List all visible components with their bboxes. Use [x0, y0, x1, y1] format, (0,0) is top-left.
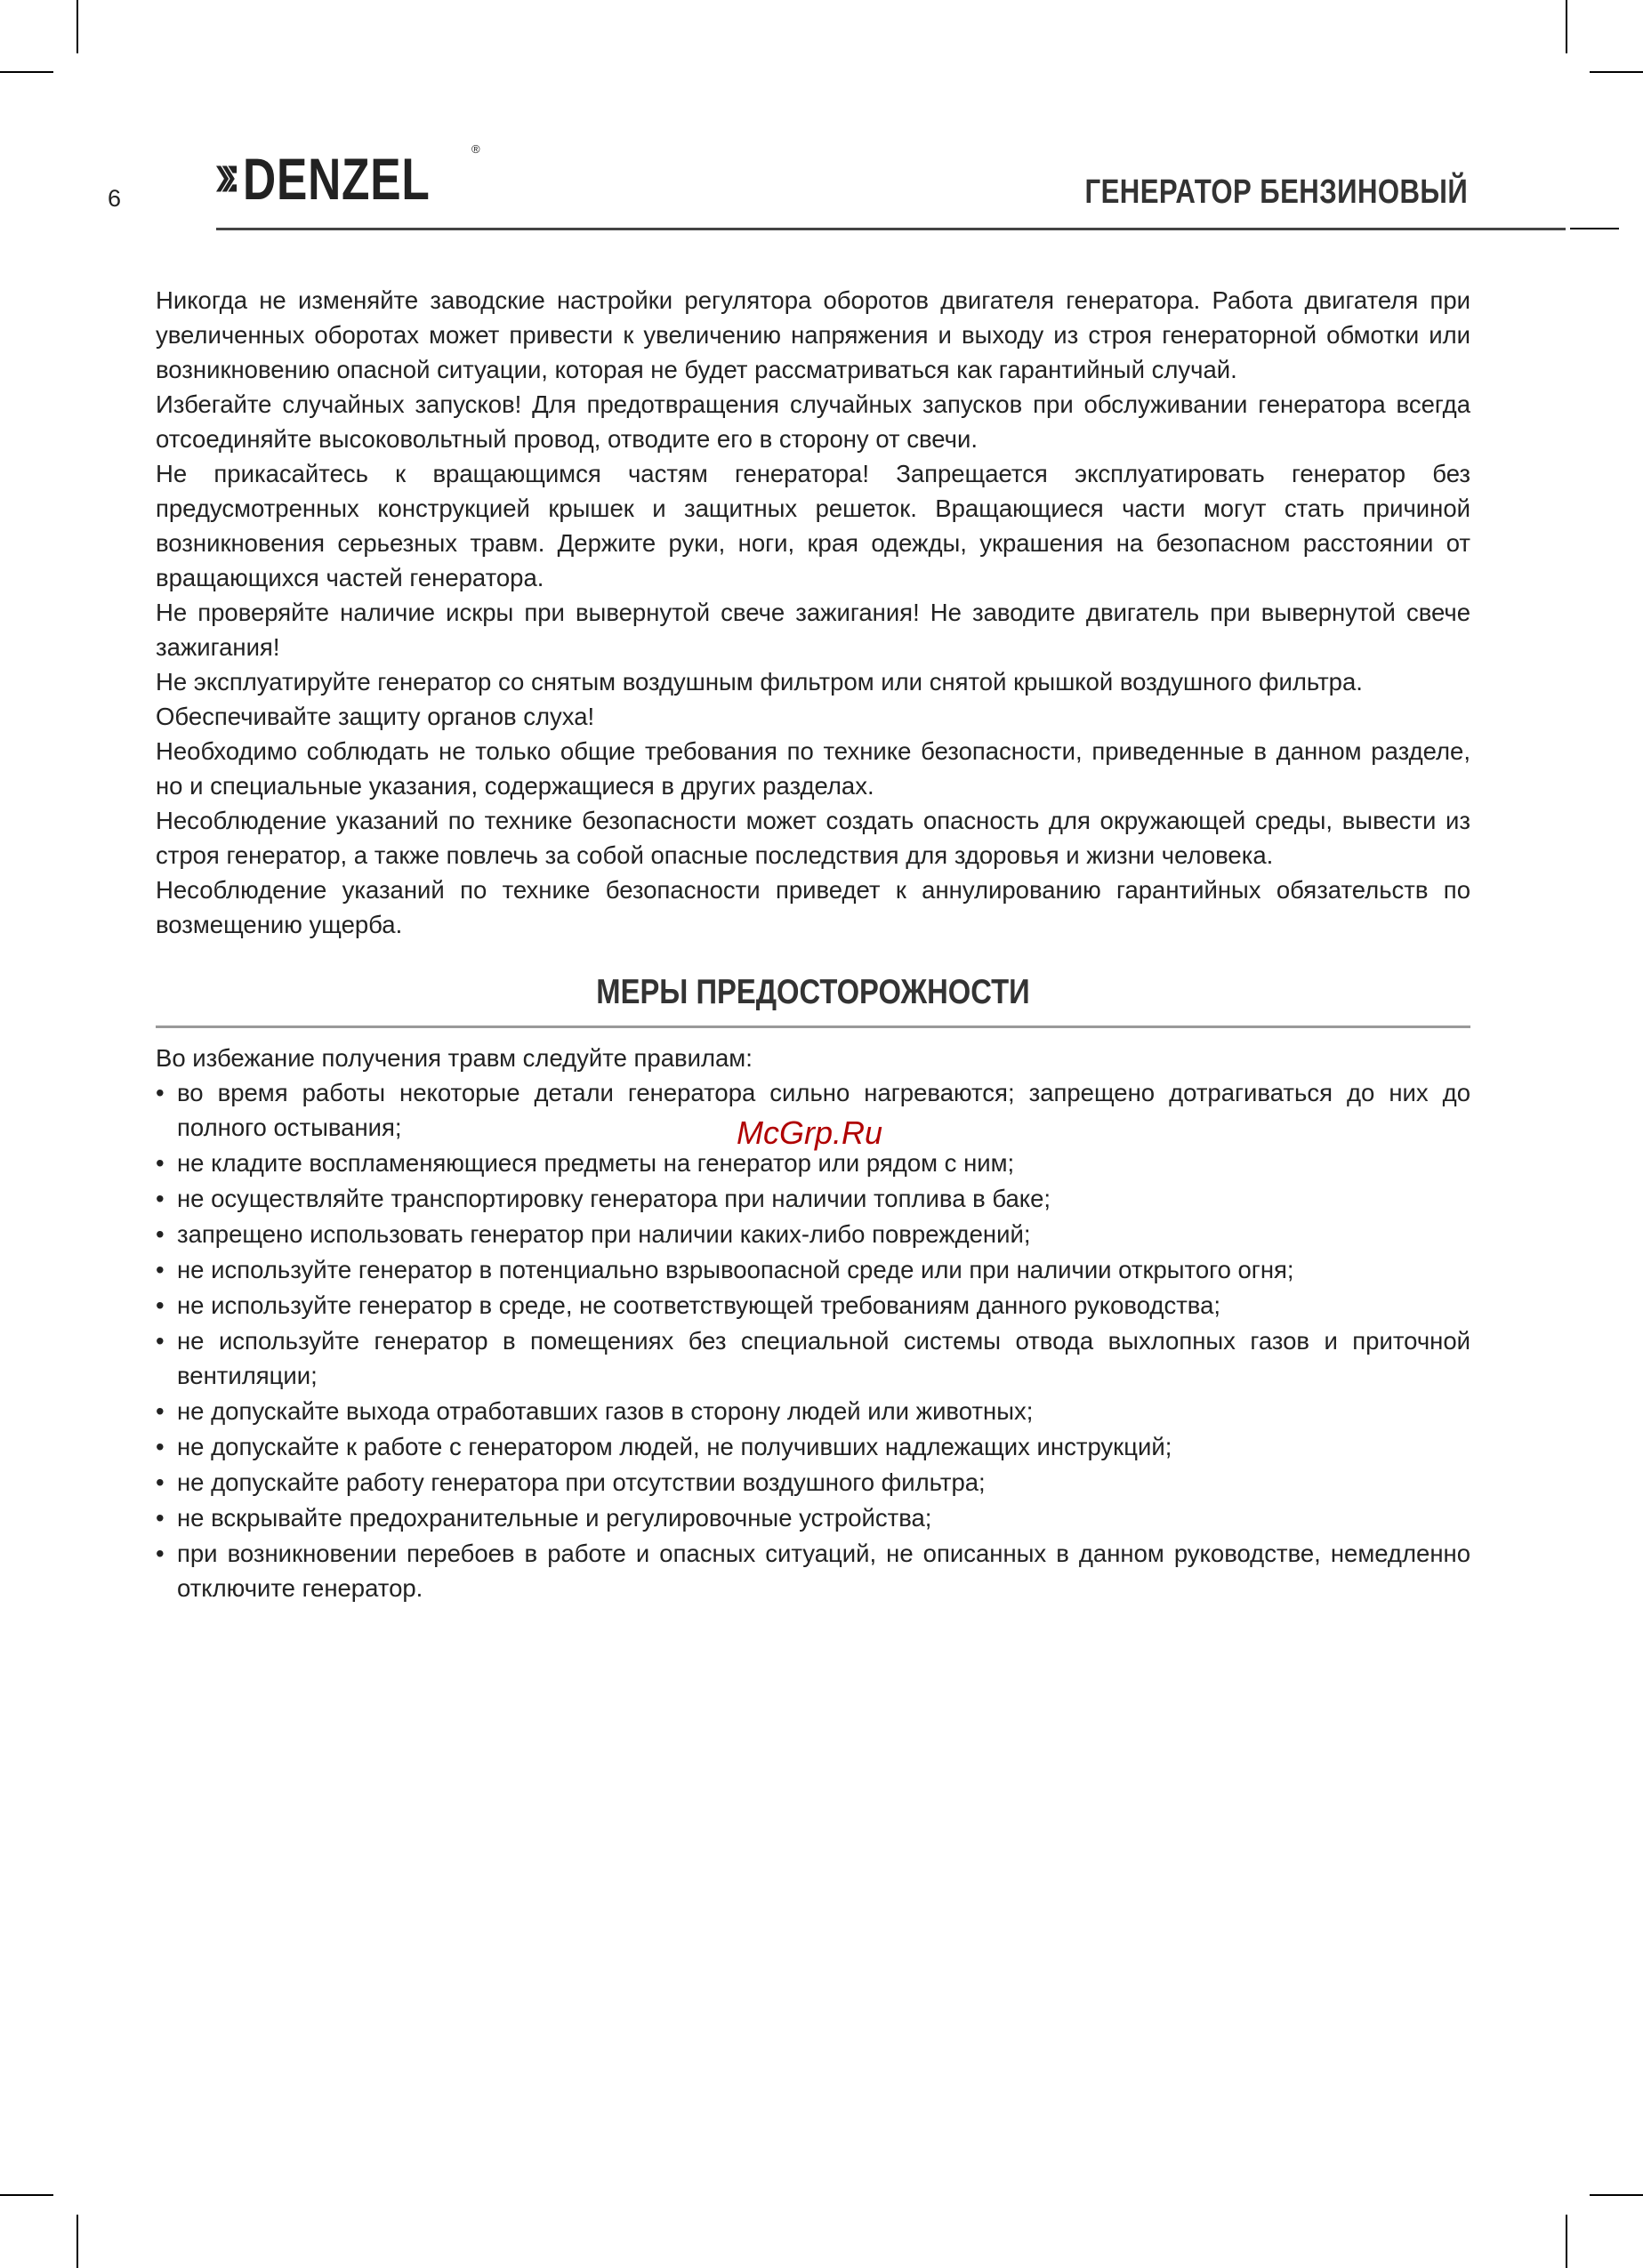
watermark: McGrp.Ru: [737, 1114, 883, 1151]
section-divider: [156, 1025, 1470, 1028]
paragraph: Не проверяйте наличие искры при вывернутой свече зажигания! Не заводите двигатель при вывернутой свече зажигания!: [156, 599, 1470, 661]
list-item: [156, 1288, 1470, 1323]
list-item-text: не используйте генератор в потенциально взрывоопасной среде или при наличии открытого огня;: [177, 1256, 1294, 1283]
list-item: [156, 1217, 1470, 1251]
list-item-text: не осуществляйте транспортировку генератора при наличии топлива в баке;: [177, 1185, 1051, 1212]
crop-mark: [0, 71, 53, 73]
bullet: •: [156, 1291, 165, 1319]
bullet: •: [156, 1540, 165, 1567]
bullet: •: [156, 1149, 165, 1177]
paragraph: Избегайте случайных запусков! Для предотвращения случайных запусков при обслуживании генератора всегда отсоединяйте высоковольтный провод, отводите его в сторону от свечи.: [156, 390, 1470, 453]
paragraph: Несоблюдение указаний по технике безопасности может создать опасность для окружающей среды, вывести из строя генератор, а также повлечь за собой опасные последствия для здоровья и жизни человека.: [156, 807, 1470, 869]
list-item: [156, 1536, 1470, 1605]
document-title: ГЕНЕРАТОР БЕНЗИНОВЫЙ: [1084, 173, 1468, 211]
list-item: [156, 1500, 1470, 1535]
list-item: [156, 1252, 1470, 1287]
list-item-text: запрещено использовать генератор при наличии каких-либо повреждений;: [177, 1220, 1031, 1248]
crop-mark: [0, 2194, 53, 2196]
crop-mark: [1566, 2215, 1567, 2268]
paragraph: Обеспечивайте защиту органов слуха!: [156, 703, 595, 730]
brand-name: DENZEL: [243, 146, 431, 212]
list-item-text: не допускайте работу генератора при отсутствии воздушного фильтра;: [177, 1468, 986, 1496]
page-number: 6: [108, 185, 122, 212]
list-item-text: не допускайте к работе с генератором людей, не получивших надлежащих инструкций;: [177, 1433, 1172, 1460]
paragraph: Никогда не изменяйте заводские настройки регулятора оборотов двигателя генератора. Работа двигателя при увеличенных оборотах может привести к увеличению напряжения и выходу из строя генераторной обмотки или возникновению опасной ситуации, которая не будет рассматриваться как гарантийный случай.: [156, 286, 1470, 383]
crop-mark: [1570, 228, 1619, 229]
bullet: •: [156, 1504, 165, 1532]
bullet: •: [156, 1185, 165, 1212]
list-item: [156, 1429, 1470, 1464]
crop-mark: [1566, 0, 1567, 53]
crop-mark: [1590, 2194, 1643, 2196]
list-item-text: не вскрывайте предохранительные и регулировочные устройства;: [177, 1504, 932, 1532]
brand-logo: [216, 142, 483, 215]
bullet: •: [156, 1468, 165, 1496]
list-item: [156, 1323, 1470, 1393]
crop-mark: [1590, 71, 1643, 73]
main-content: [156, 283, 1470, 1606]
list-item-text: во время работы некоторые детали генератора сильно нагреваются; запрещено дотрагиваться до них до полного остывания;: [177, 1079, 1470, 1141]
bullet: •: [156, 1433, 165, 1460]
registered-mark: ®: [471, 142, 480, 156]
bullet: •: [156, 1256, 165, 1283]
paragraph: Не прикасайтесь к вращающимся частям генератора! Запрещается эксплуатировать генератор без предусмотренных конструкцией крышек и защитных решеток. Вращающиеся части могут стать причиной возникновения серьезных травм. Держите руки, ноги, края одежды, украшения на безопасном расстоянии от вращающихся частей генератора.: [156, 460, 1470, 591]
crop-mark: [77, 0, 78, 53]
bullet: •: [156, 1079, 165, 1106]
list-item-text: не используйте генератор в среде, не соответствующей требованиям данного руководства;: [177, 1291, 1221, 1319]
brand-emblem-icon: [216, 144, 239, 213]
bullet: •: [156, 1327, 165, 1355]
precautions-list: [156, 1075, 1470, 1605]
list-item-text: не допускайте выхода отработавших газов в сторону людей или животных;: [177, 1397, 1034, 1425]
list-item-text: не кладите воспламеняющиеся предметы на генератор или рядом с ним;: [177, 1149, 1015, 1177]
header-divider: [216, 228, 1566, 230]
list-item-text: не используйте генератор в помещениях без специальной системы отвода выхлопных газов и приточной вентиляции;: [177, 1327, 1470, 1389]
list-item: [156, 1394, 1470, 1428]
section-title: МЕРЫ ПРЕДОСТОРОЖНОСТИ: [596, 973, 1030, 1011]
section-intro: Во избежание получения травм следуйте правилам:: [156, 1044, 753, 1072]
paragraph: Не эксплуатируйте генератор со снятым воздушным фильтром или снятой крышкой воздушного фильтра.: [156, 668, 1363, 696]
crop-mark: [77, 2215, 78, 2268]
paragraph: Необходимо соблюдать не только общие требования по технике безопасности, приведенные в данном разделе, но и специальные указания, содержащиеся в других разделах.: [156, 737, 1470, 800]
list-item: [156, 1465, 1470, 1500]
list-item: [156, 1181, 1470, 1216]
bullet: •: [156, 1397, 165, 1425]
paragraph: Несоблюдение указаний по технике безопасности приведет к аннулированию гарантийных обязательств по возмещению ущерба.: [156, 876, 1470, 938]
bullet: •: [156, 1220, 165, 1248]
list-item-text: при возникновении перебоев в работе и опасных ситуаций, не описанных в данном руководстве, немедленно отключите генератор.: [177, 1540, 1470, 1602]
